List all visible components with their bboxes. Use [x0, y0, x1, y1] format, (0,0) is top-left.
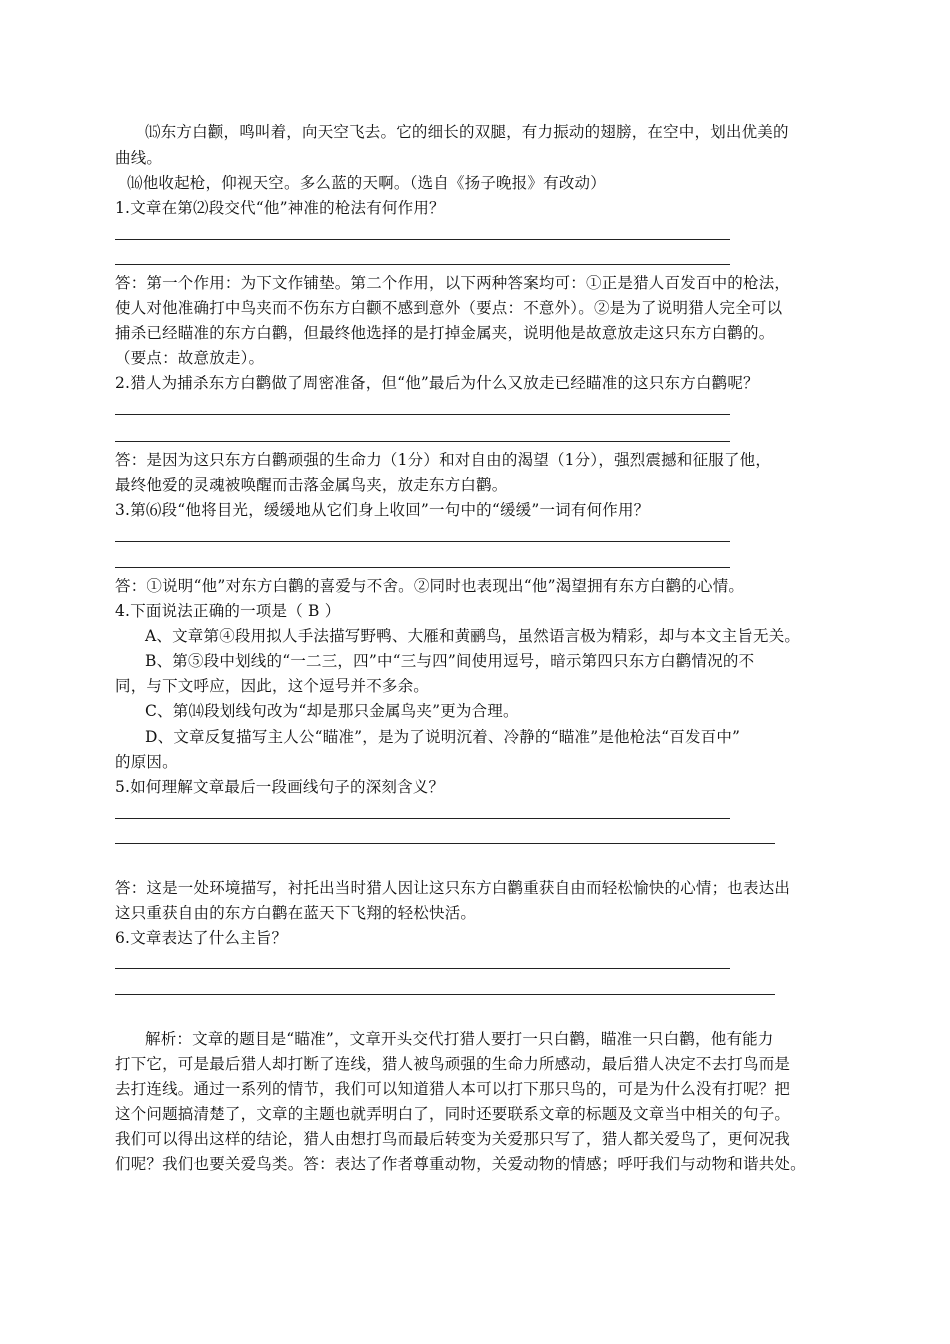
- option-b-cont: 同，与下文呼应，因此，这个逗号并不多余。: [115, 677, 430, 695]
- passage-paragraph-15-cont: 曲线。: [115, 149, 163, 167]
- answer-line: [115, 414, 730, 415]
- answer-1-line: 捕杀已经瞄准的东方白鹳，但最终他选择的是打掉金属夹，说明他是故意放走这只东方白鹳的。: [115, 324, 775, 342]
- option-d-cont: 的原因。: [115, 753, 178, 771]
- question-2: 2.猎人为捕杀东方白鹳做了周密准备，但“他”最后为什么又放走已经瞄准的这只东方白鹳呢？: [115, 374, 759, 392]
- option-a: A、文章第④段用拟人手法描写野鸭、大雁和黄鹂鸟，虽然语言极为精彩，却与本文主旨无关。: [145, 627, 801, 645]
- passage-paragraph-15: ⒂东方白颧，鸣叫着，向天空飞去。它的细长的双腿，有力振动的翅膀，在空中，划出优美的: [145, 123, 789, 141]
- answer-line: [115, 818, 730, 819]
- answer-1-line: （要点：故意放走）。: [115, 349, 265, 367]
- answer-3-line: 答：①说明“他”对东方白鹳的喜爱与不舍。②同时也表现出“他”渴望拥有东方白鹳的心情。: [115, 577, 745, 595]
- answer-line: [115, 994, 775, 995]
- answer-5-line: 答：这是一处环境描写，衬托出当时猎人因让这只东方白鹳重获自由而轻松愉快的心情；也表达出: [115, 879, 791, 897]
- answer-line: [115, 968, 730, 969]
- answer-line: [115, 541, 730, 542]
- option-b: B、第⑤段中划线的“一二三，四”中“三与四”间使用逗号，暗示第四只东方白鹳情况的不: [145, 652, 755, 670]
- analysis-line: 们呢？我们也要关爱鸟类。答：表达了作者尊重动物，关爱动物的情感；呼吁我们与动物和谐共处。: [115, 1155, 806, 1173]
- analysis-line: 去打连线。通过一系列的情节，我们可以知道猎人本可以打下那只鸟的，可是为什么没有打呢？把: [115, 1080, 791, 1098]
- answer-5-line: 这只重获自由的东方白鹳在蓝天下飞翔的轻松快活。: [115, 904, 477, 922]
- question-4: 4.下面说法正确的一项是（ B ）: [115, 602, 341, 620]
- answer-2-line: 答：是因为这只东方白鹳顽强的生命力（1分）和对自由的渴望（1分），强烈震撼和征服了他，: [115, 451, 772, 469]
- question-5: 5.如何理解文章最后一段画线句子的深刻含义？: [115, 778, 445, 796]
- answer-line: [115, 441, 730, 442]
- answer-line: [115, 264, 730, 265]
- answer-2-line: 最终他爱的灵魂被唤醒而击落金属鸟夹，放走东方白鹳。: [115, 476, 508, 494]
- analysis-line: 打下它，可是最后猎人却打断了连线，猎人被鸟顽强的生命力所感动，最后猎人决定不去打鸟而是: [115, 1055, 791, 1073]
- passage-paragraph-16: ⒃他收起枪，仰视天空。多么蓝的天啊。（选自《扬子晚报》有改动）: [127, 174, 606, 192]
- question-1: 1.文章在第⑵段交代“他”神准的枪法有何作用？: [115, 199, 445, 217]
- option-d: D、文章反复描写主人公“瞄准”，是为了说明沉着、冷静的“瞄准”是他枪法“百发百中”: [145, 728, 741, 746]
- answer-line: [115, 239, 730, 240]
- analysis-line: 解析：文章的题目是“瞄准”，文章开头交代打猎人要打一只白鹳，瞄准一只白鹳，他有能力: [145, 1030, 774, 1048]
- answer-1-line: 答：第一个作用：为下文作铺垫。第二个作用，以下两种答案均可：①正是猎人百发百中的枪法，: [115, 274, 791, 292]
- answer-1-line: 使人对他准确打中鸟夹而不伤东方白颧不感到意外（要点：不意外）。②是为了说明猎人完全可以: [115, 299, 783, 317]
- answer-line: [115, 567, 730, 568]
- analysis-line: 我们可以得出这样的结论，猎人由想打鸟而最后转变为关爱那只写了，猎人都关爱鸟了，更何况我: [115, 1130, 791, 1148]
- answer-line: [115, 843, 775, 844]
- option-c: C、第⒁段划线句改为“却是那只金属鸟夹”更为合理。: [145, 702, 519, 720]
- question-6: 6.文章表达了什么主旨？: [115, 929, 288, 947]
- analysis-line: 这个问题搞清楚了，文章的主题也就弄明白了，同时还要联系文章的标题及文章当中相关的句子。: [115, 1105, 791, 1123]
- question-3: 3.第⑹段“他将目光，缓缓地从它们身上收回”一句中的“缓缓”一词有何作用？: [115, 501, 650, 519]
